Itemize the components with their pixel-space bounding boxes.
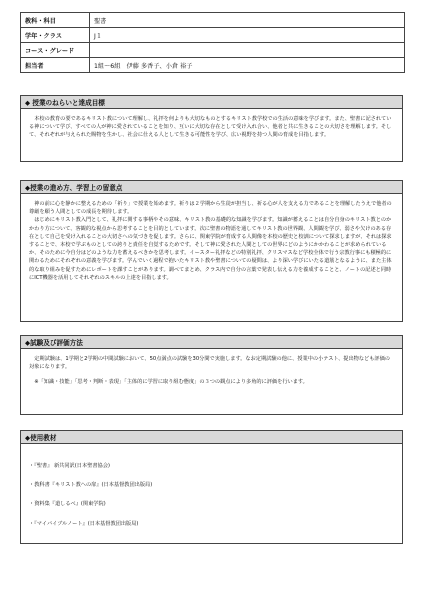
course-info-table (20, 12, 405, 73)
method-heading: ◆授業の進め方、学習上の留意点 (20, 180, 403, 194)
materials-body (20, 444, 403, 544)
material-item: ・資料集『道しるべ』(関東学院) (29, 501, 106, 508)
info-row-grade (21, 28, 405, 43)
goals-heading: ◆ 授業のねらいと達成目標 (20, 95, 403, 109)
method-text-2: はじめにキリスト教入門として、礼拝に関する事柄やその意味、キリスト教の基礎的な知識を学びます。知識が蓄えることは自分自身のキリスト教とのかかわり方について、客観的な視点から思考することを目的としています。次に聖書の物語を通してキリスト教の世界観、人間観を学び、弱さや欠けのある存在として自己を受け入れることの大切さへの気づきを促します。さらに、関東学院が育成する人間像を本校の歴史と校訓について探求しますが、それは探求することで、本校で学ぶものとしての誇りと責任を自覚するためです。そして神に愛された人間としての世界にどのようにかかわることが求められているか、そのために今自分はどのような力を蓄えるべきかを思考します。イースター礼拝などの特別礼拝、クリスマスなど学校全体で行う宗教行事にも積極的に関わるためにそれぞれの意義を学びます。学んでいく過程で抱いたキリスト教や聖書についての疑問は、より深い学びにいたる道筋となるように、また主体的な取り組みを促すためにレポートを課すことがあります。調べてまとめ、クラス内で自分の言葉で発表し伝える力を養成することと、ノートの記述と同時にICT機器を活用してそれぞれのスキルの上達を目指します。 (29, 217, 392, 281)
material-item: ・『聖書』 新共同訳(日本聖書協会) (29, 463, 110, 469)
info-label-grade: 学年・クラス (21, 28, 90, 43)
evaluation-heading: ◆試験及び評価方法 (20, 335, 403, 349)
info-row-subject (21, 13, 405, 28)
material-item: ・教科書『キリスト教への扉』(日本基督教団出版局) (29, 482, 153, 489)
material-item: ・『マイバイブルノート』(日本基督教団出版局) (29, 520, 139, 527)
goals-text: 本校の教育の要であるキリスト教について理解し、礼拝を何よりも大切なものとするキリスト教学校での生活の意味を学びます。また、聖書に記されている神について学び、すべての人が神に愛されていることを知り、互いに大切な存在として受け入れ合い、他者と共に生きることの大切さを理解します。そして、それぞれが与えられた賜物を生かし、社会に仕える人として生きる可能性を学び、広い視野を持つ人間の育成を目指します。 (29, 116, 392, 139)
info-row-course (21, 43, 405, 58)
evaluation-body (20, 349, 403, 415)
evaluation-text-1: 定期試験は、1学期と2学期の中間試験において、50点満点の試験を30分間で実施します。なお定期試験の他に、授業中の小テスト、提出物なども評価の対象になります。 (29, 356, 390, 371)
method-text-1: 神の前に心を静かに整えるための「祈り」で授業を始めます。祈りは２学期から生徒が担当し、祈る心が人を支える力であることを理解したうえで他者の尊厳を願う人間としての成長を期待します。 (29, 201, 392, 216)
info-label-subject: 教科・科目 (21, 13, 90, 28)
info-label-course: コース・グレード (21, 43, 90, 58)
spacer (29, 371, 394, 378)
info-value-course (90, 43, 405, 58)
info-row-teacher (21, 58, 405, 73)
info-value-grade: J１ (90, 28, 405, 43)
materials-heading: ◆使用教材 (20, 430, 403, 444)
method-body (20, 194, 403, 322)
info-label-teacher: 担当者 (21, 58, 90, 73)
evaluation-text-2: ※「知識・技能」「思考・判断・表現」「主体的に学習に取り組む態度」の３つの観点により多角的に評価を行います。 (34, 379, 308, 386)
info-value-subject: 聖書 (90, 13, 405, 28)
info-value-teacher: 1組〜6組 伊藤 多香子、小倉 裕子 (90, 58, 405, 73)
goals-body (20, 109, 403, 162)
